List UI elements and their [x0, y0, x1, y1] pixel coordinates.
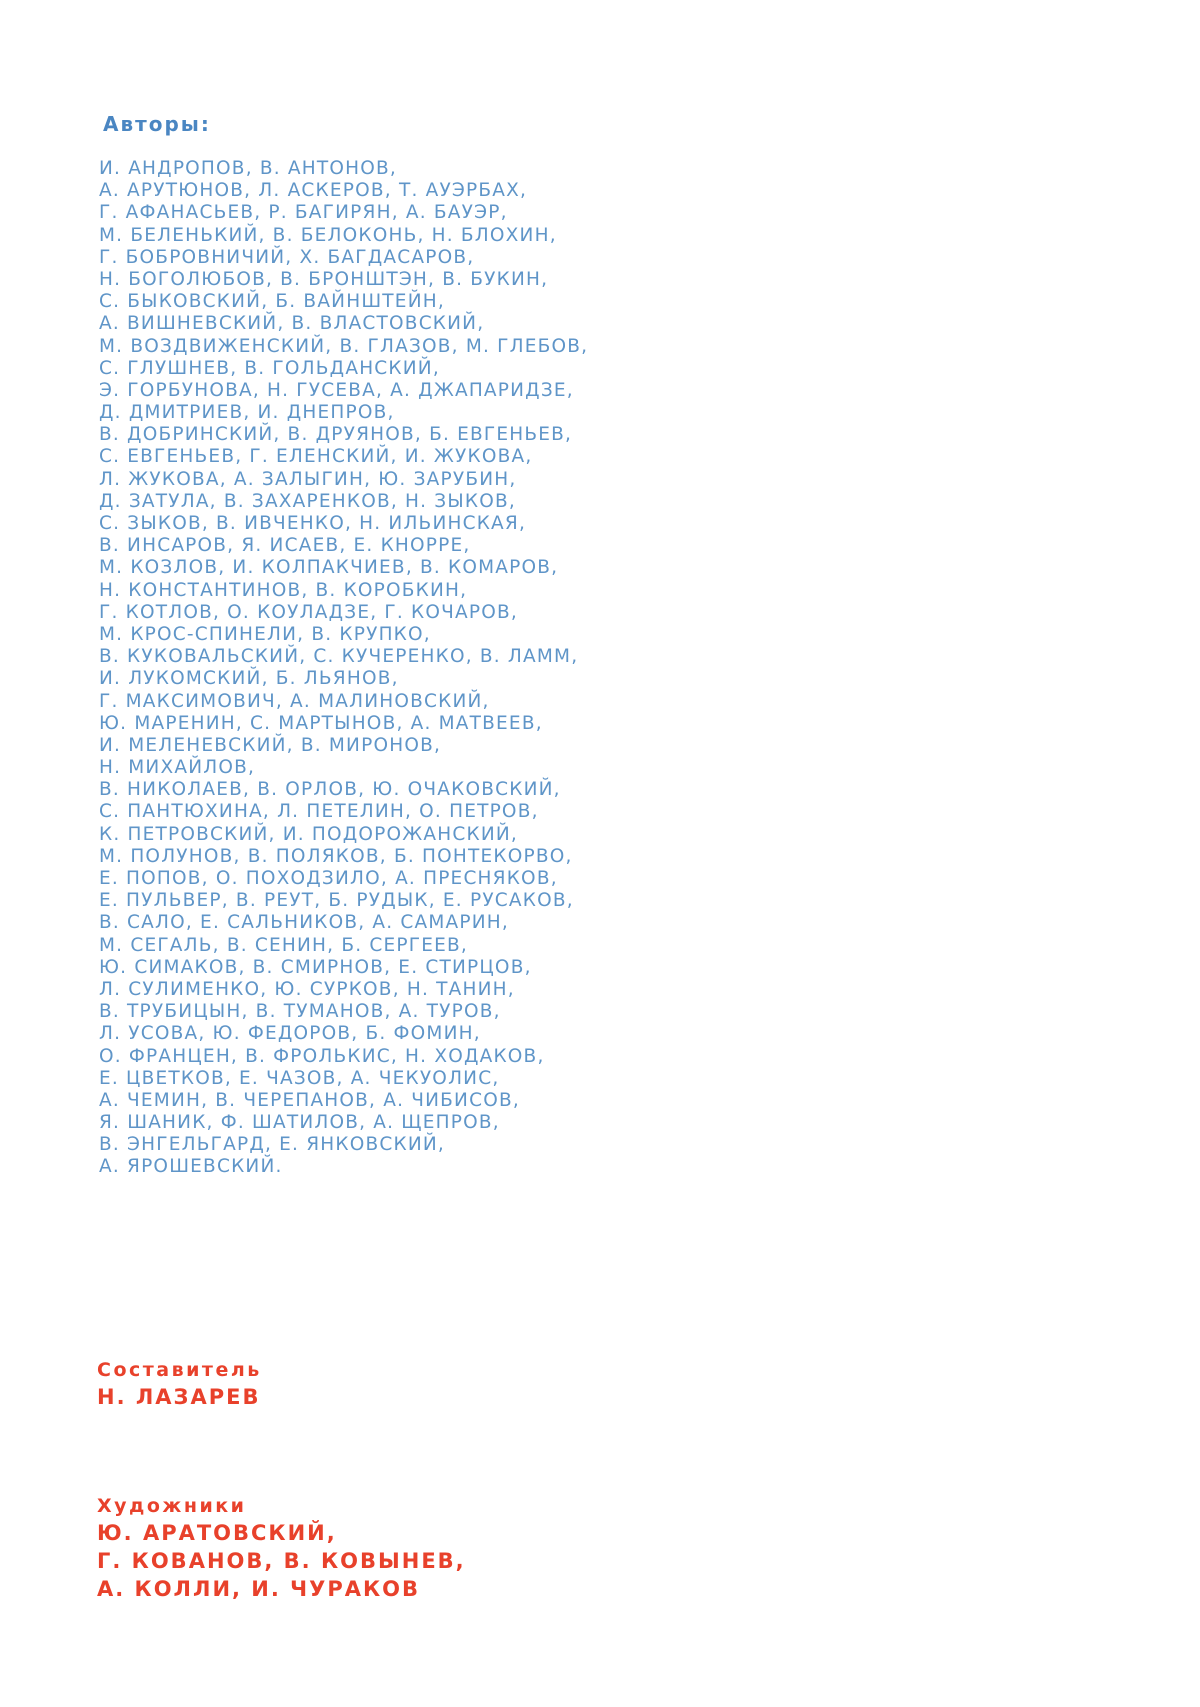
author-line: В. КУКОВАЛЬСКИЙ, С. КУЧЕРЕНКО, В. ЛАММ,: [99, 646, 579, 668]
artists-name-line: Ю. АРАТОВСКИЙ,: [97, 1521, 337, 1545]
artists-block: [97, 1493, 466, 1603]
author-line: Я. ШАНИК, Ф. ШАТИЛОВ, А. ЩЕПРОВ,: [99, 1112, 500, 1134]
author-line: К. ПЕТРОВСКИЙ, И. ПОДОРОЖАНСКИЙ,: [99, 823, 519, 845]
authors-heading: Авторы:: [103, 112, 211, 136]
artists-label: Художники: [97, 1495, 247, 1517]
author-line: М. КОЗЛОВ, И. КОЛПАКЧИЕВ, В. КОМАРОВ,: [99, 557, 559, 579]
author-line: Г. КОТЛОВ, О. КОУЛАДЗЕ, Г. КОЧАРОВ,: [99, 601, 518, 623]
author-line: И. АНДРОПОВ, В. АНТОНОВ,: [99, 158, 397, 179]
author-line: О. ФРАНЦЕН, В. ФРОЛЬКИС, Н. ХОДАКОВ,: [99, 1045, 545, 1067]
author-line: М. СЕГАЛЬ, В. СЕНИН, Б. СЕРГЕЕВ,: [99, 934, 468, 956]
compiler-block: [97, 1357, 262, 1411]
authors-list: [99, 158, 719, 1179]
author-line: М. БЕЛЕНЬКИЙ, В. БЕЛОКОНЬ, Н. БЛОХИН,: [99, 224, 557, 246]
author-line: Э. ГОРБУНОВА, Н. ГУСЕВА, А. ДЖАПАРИДЗЕ,: [99, 379, 574, 401]
author-line: А. АРУТЮНОВ, Л. АСКЕРОВ, Т. АУЭРБАХ,: [99, 180, 528, 202]
author-line: Ю. СИМАКОВ, В. СМИРНОВ, Е. СТИРЦОВ,: [99, 956, 532, 978]
author-line: В. ЭНГЕЛЬГАРД, Е. ЯНКОВСКИЙ,: [99, 1134, 445, 1156]
author-line: В. ТРУБИЦЫН, В. ТУМАНОВ, А. ТУРОВ,: [99, 1001, 501, 1023]
author-line: Н. МИХАЙЛОВ,: [99, 757, 256, 779]
compiler-name-line: Н. ЛАЗАРЕВ: [97, 1385, 261, 1409]
author-line: Л. ЖУКОВА, А. ЗАЛЫГИН, Ю. ЗАРУБИН,: [99, 468, 517, 490]
author-line: С. ГЛУШНЕВ, В. ГОЛЬДАНСКИЙ,: [99, 357, 440, 379]
author-line: Г. АФАНАСЬЕВ, Р. БАГИРЯН, А. БАУЭР,: [99, 202, 508, 224]
author-line: Е. ПОПОВ, О. ПОХОДЗИЛО, А. ПРЕСНЯКОВ,: [99, 868, 558, 889]
author-line: Е. ЦВЕТКОВ, Е. ЧАЗОВ, А. ЧЕКУОЛИС,: [99, 1067, 500, 1089]
author-line: А. ВИШНЕВСКИЙ, В. ВЛАСТОВСКИЙ,: [99, 313, 485, 335]
author-line: А. ЯРОШЕВСКИЙ.: [99, 1156, 283, 1178]
author-line: С. ЕВГЕНЬЕВ, Г. ЕЛЕНСКИЙ, И. ЖУКОВА,: [99, 446, 533, 468]
author-line: Г. БОБРОВНИЧИЙ, Х. БАГДАСАРОВ,: [99, 246, 475, 268]
artists-name-line: Г. КОВАНОВ, В. КОВЫНЕВ,: [97, 1549, 466, 1573]
author-line: Л. УСОВА, Ю. ФЕДОРОВ, Б. ФОМИН,: [99, 1023, 481, 1045]
author-line: С. БЫКОВСКИЙ, Б. ВАЙНШТЕЙН,: [99, 291, 445, 313]
author-line: И. МЕЛЕНЕВСКИЙ, В. МИРОНОВ,: [99, 734, 442, 756]
author-line: Н. БОГОЛЮБОВ, В. БРОНШТЭН, В. БУКИН,: [99, 268, 549, 290]
author-line: Н. КОНСТАНТИНОВ, В. КОРОБКИН,: [99, 579, 468, 601]
author-line: М. ВОЗДВИЖЕНСКИЙ, В. ГЛАЗОВ, М. ГЛЕБОВ,: [99, 335, 589, 357]
author-line: В. НИКОЛАЕВ, В. ОРЛОВ, Ю. ОЧАКОВСКИЙ,: [99, 779, 561, 801]
author-line: С. ЗЫКОВ, В. ИВЧЕНКО, Н. ИЛЬИНСКАЯ,: [99, 513, 527, 534]
author-line: Ю. МАРЕНИН, С. МАРТЫНОВ, А. МАТВЕЕВ,: [99, 712, 543, 734]
author-line: Д. ДМИТРИЕВ, И. ДНЕПРОВ,: [99, 402, 395, 424]
artists-name-line: А. КОЛЛИ, И. ЧУРАКОВ: [97, 1577, 420, 1601]
author-line: В. ИНСАРОВ, Я. ИСАЕВ, Е. КНОРРЕ,: [99, 535, 471, 557]
author-line: Е. ПУЛЬВЕР, В. РЕУТ, Б. РУДЫК, Е. РУСАКОВ,: [99, 890, 574, 912]
author-line: М. ПОЛУНОВ, В. ПОЛЯКОВ, Б. ПОНТЕКОРВО,: [99, 845, 573, 867]
author-line: М. КРОС-СПИНЕЛИ, В. КРУПКО,: [99, 623, 431, 645]
author-line: Г. МАКСИМОВИЧ, А. МАЛИНОВСКИЙ,: [99, 690, 490, 712]
author-line: В. ДОБРИНСКИЙ, В. ДРУЯНОВ, Б. ЕВГЕНЬЕВ,: [99, 424, 573, 446]
author-line: С. ПАНТЮХИНА, Л. ПЕТЕЛИН, О. ПЕТРОВ,: [99, 801, 539, 823]
author-line: Д. ЗАТУЛА, В. ЗАХАРЕНКОВ, Н. ЗЫКОВ,: [99, 490, 516, 512]
author-line: Л. СУЛИМЕНКО, Ю. СУРКОВ, Н. ТАНИН,: [99, 978, 515, 1000]
author-line: А. ЧЕМИН, В. ЧЕРЕПАНОВ, А. ЧИБИСОВ,: [99, 1089, 520, 1111]
author-line: И. ЛУКОМСКИЙ, Б. ЛЬЯНОВ,: [99, 668, 399, 690]
author-line: В. САЛО, Е. САЛЬНИКОВ, А. САМАРИН,: [99, 912, 509, 934]
compiler-label: Составитель: [97, 1359, 262, 1381]
